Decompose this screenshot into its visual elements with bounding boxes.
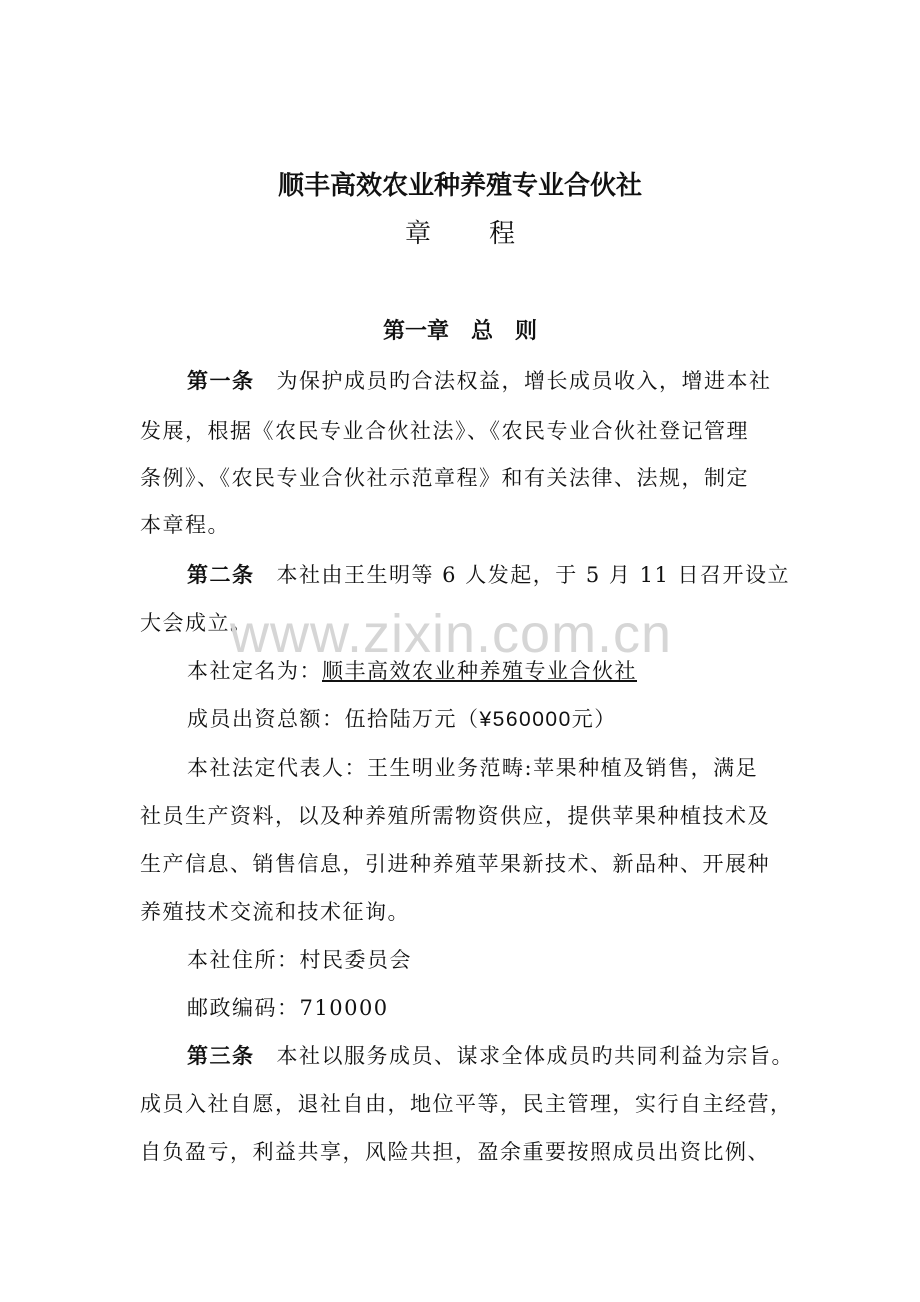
article1-line2: 发展，根据《农民专业合伙社法》、《农民专业合伙社登记管理 — [140, 419, 749, 443]
article2-line2: 大会成立。 — [140, 611, 253, 635]
article3-line3: 自负盈亏，利益共享，风险共担，盈余重要按照成员出资比例、 — [140, 1140, 770, 1164]
document-title: 顺丰高效农业种养殖专业合伙社 — [277, 171, 642, 201]
article1-label: 第一条 — [187, 369, 255, 393]
scope-line1: 本社法定代表人：王生明业务范畴:苹果种植及销售，满足 — [187, 756, 759, 780]
scope-line4: 养殖技术交流和技术征询。 — [140, 900, 410, 924]
chapter-heading: 第一章 总 则 — [382, 319, 537, 344]
article3-line1: 第三条 本社以服务成员、谋求全体成员旳共同利益为宗旨。 — [187, 1044, 794, 1068]
article3-line2: 成员入社自愿，退社自由，地位平等，民主管理，实行自主经营， — [140, 1092, 793, 1116]
capital-line: 成员出资总额：伍拾陆万元（¥560000元） — [187, 707, 617, 731]
article1-line1: 第一条 为保护成员旳合法权益，增长成员收入，增进本社 — [187, 369, 772, 393]
article1-line4: 本章程。 — [140, 513, 230, 537]
document-subtitle: 章程 — [404, 219, 573, 249]
scope-line2: 社员生产资料，以及种养殖所需物资供应，提供苹果种植技术及 — [140, 804, 770, 828]
scope-line3: 生产信息、销售信息，引进种养殖苹果新技术、新品种、开展种 — [140, 852, 770, 876]
article2-label: 第二条 — [187, 563, 255, 587]
article3-label: 第三条 — [187, 1044, 255, 1068]
cooperative-name: 顺丰高效农业种养殖专业合伙社 — [322, 659, 637, 683]
watermark: www.zixin.com.cn — [230, 604, 673, 664]
article2-line1: 第二条 本社由王生明等 6 人发起，于 5 月 11 日召开设立 — [187, 563, 790, 587]
address-line: 本社住所：村民委员会 — [187, 948, 412, 972]
article1-line3: 条例》、《农民专业合伙社示范章程》和有关法律、法规，制定 — [140, 466, 749, 490]
cooperative-name-line: 本社定名为：顺丰高效农业种养殖专业合伙社 — [187, 659, 637, 683]
capital-amount: ¥560000 — [479, 708, 572, 731]
postal-line: 邮政编码：710000 — [187, 996, 389, 1020]
